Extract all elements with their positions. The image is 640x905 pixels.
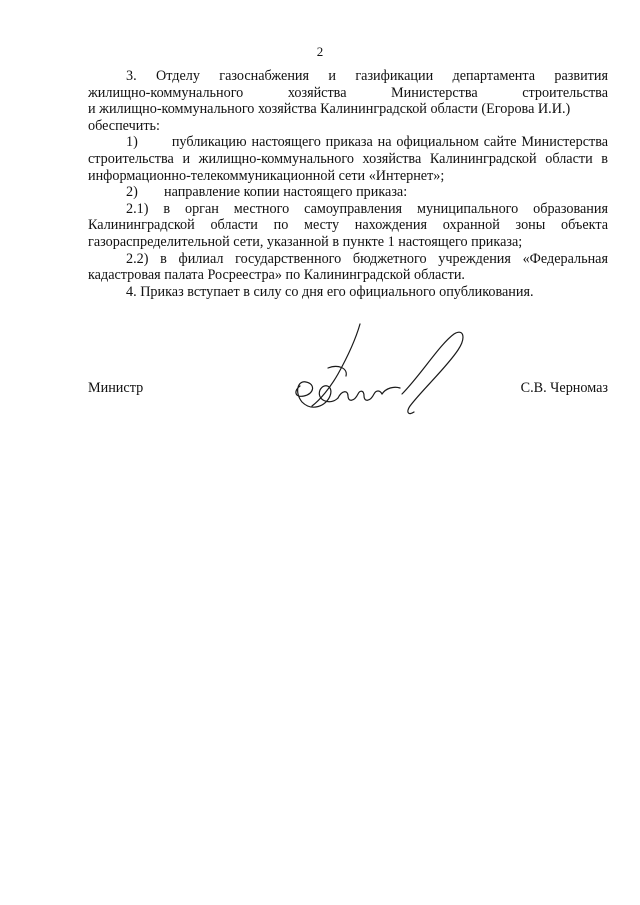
clause-3-line-3: и жилищно-коммунального хозяйства Калининградской области (Егорова И.И.) [88,101,571,118]
signatory-title: Министр [88,380,144,396]
clause-4: 4. Приказ вступает в силу со дня его официального опубликования. [126,283,534,300]
signatory-name: С.В. Черномаз [520,380,608,396]
clause-3-line-4: обеспечить: [88,117,160,134]
item-2 [88,184,608,201]
item-2-text: направление копии настоящего приказа: [164,184,408,201]
item-1-text: публикацию настоящего приказа на официальном сайте Министерства строительства и жилищно-коммунального хозяйства Калининградской области в информационно-телекоммуникационной сети «Интернет»; [88,134,609,184]
handwritten-signature [290,316,470,426]
item-1-number: 1) [126,134,138,151]
item-2-1: 2.1) в орган местного самоуправления муниципального образования Калининградской области по месту нахождения охранной зоны объекта газораспределительной сети, указанной в пункте 1 настоящего приказа; [88,200,608,250]
item-2-2: 2.2) в филиал государственного бюджетного учреждения «Федеральная кадастровая палата Росреестра» по Калининградской области. [88,250,608,284]
item-1 [88,134,608,184]
item-2-number: 2) [126,184,138,201]
clause-3-line-2: жилищно-коммунального хозяйства Министерства строительства [88,84,608,101]
page-number: 2 [316,44,324,59]
document-body [88,68,608,300]
clause-3-line-1: 3. Отделу газоснабжения и газификации департамента развития [126,68,608,84]
